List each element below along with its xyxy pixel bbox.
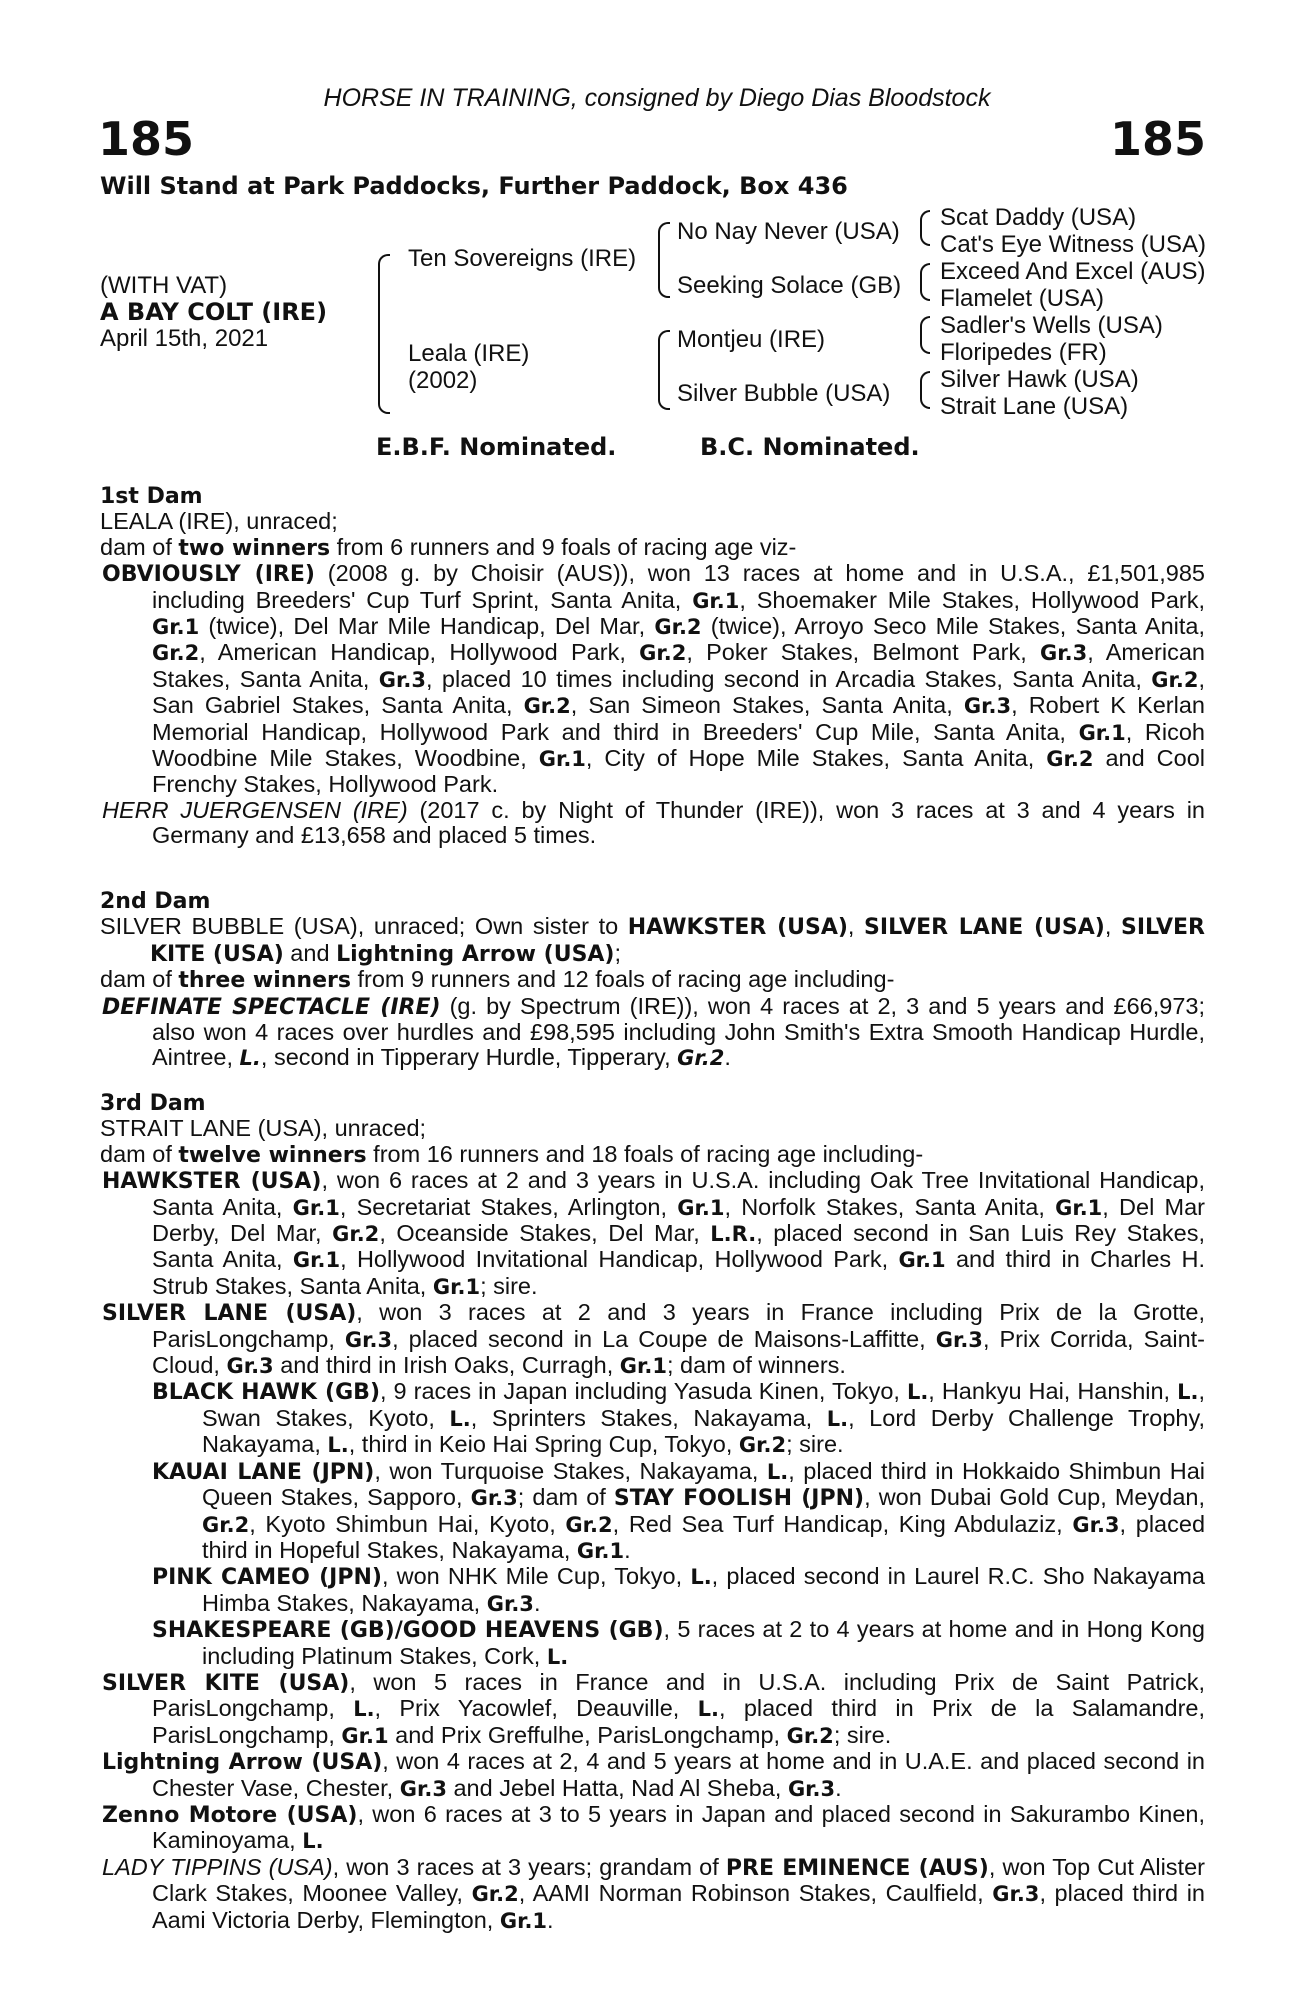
progeny-entry-nested: KAUAI LANE (JPN), won Turquoise Stakes, Nakayama, L., placed third in Hokkaido Shimbun Hai Queen Stakes, Sapporo, Gr.3; dam of STAY FOOLISH (JPN), won Dubai Gold Cup, Meydan, Gr.2, Kyoto Shimbun Hai, Kyoto, Gr.2, Red Sea Turf Handicap, King Abdulaziz, Gr.3, placed third in Hopeful Stakes, Nakayama, Gr.1.: [152, 1457, 1206, 1563]
progeny-entry: OBVIOUSLY (IRE) (2008 g. by Choisir (AUS)), won 13 races at home and in U.S.A., £1,501,985 including Breeders' Cup Turf Sprint, Santa Anita, Gr.1, Shoemaker Mile Stakes, Hollywood Park, Gr.1 (twice), Del Mar Mile Handicap, Del Mar, Gr.2 (twice), Arroyo Seco Mile Stakes, Santa Anita, Gr.2, American Handicap, Hollywood Park, Gr.2, Poker Stakes, Belmont Park, Gr.3, American Stakes, Santa Anita, Gr.3, placed 10 times including second in Arcadia Stakes, Santa Anita, Gr.2, San Gabriel Stakes, Santa Anita, Gr.2, San Simeon Stakes, Santa Anita, Gr.3, Robert K Kerlan Memorial Handicap, Hollywood Park and third in Breeders' Cup Mile, Santa Anita, Gr.1, Ricoh Woodbine Mile Stakes, Woodbine, Gr.1, City of Hope Mile Stakes, Santa Anita, Gr.2 and Cool Frenchy Stakes, Hollywood Park.: [102, 560, 1205, 798]
progeny-entry: Lightning Arrow (USA), won 4 races at 2, 4 and 5 years at home and in U.A.E. and placed second in Chester Vase, Chester, Gr.3 and Jebel Hatta, Nad Al Sheba, Gr.3.: [102, 1748, 1205, 1801]
progeny-entry-nested: SHAKESPEARE (GB)/GOOD HEAVENS (GB), 5 races at 2 to 4 years at home and in Hong Kong including Platinum Stakes, Cork, L.: [152, 1616, 1206, 1669]
pedigree-gg: Floripedes (FR): [940, 339, 1107, 366]
bc-nominated: B.C. Nominated.: [700, 433, 920, 461]
pedigree-dam: Leala (IRE): [408, 340, 530, 367]
progeny-entry: Zenno Motore (USA), won 6 races at 3 to 5 years in Japan and placed second in Sakurambo Kinen, Kaminoyama, L.: [102, 1800, 1206, 1854]
pedigree-brace-main: [378, 254, 390, 414]
pedigree-gg: Exceed And Excel (AUS): [940, 258, 1206, 285]
pedigree-dam-dam: Silver Bubble (USA): [677, 380, 891, 407]
pedigree-dam-year: (2002): [408, 367, 478, 394]
dam-line: STRAIT LANE (USA), unraced;: [100, 1115, 427, 1142]
third-dam-section: [100, 1091, 1205, 1934]
progeny-entry: SILVER LANE (USA), won 3 races at 2 and 3 years in France including Prix de la Grotte, ParisLongchamp, Gr.3, placed second in La Coupe de Maisons-Laffitte, Gr.3, Prix Corrida, Saint-Cloud, Gr.3 and third in Irish Oaks, Curragh, Gr.1; dam of winners.: [102, 1299, 1205, 1379]
horse-name: A BAY COLT (IRE): [100, 298, 328, 326]
progeny-entry: DEFINATE SPECTACLE (IRE) (g. by Spectrum (IRE)), won 4 races at 2, 3 and 5 years and £66,973; also won 4 races over hurdles and £98,595 including John Smith's Extra Smooth Handicap Hurdle, Aintree, L., second in Tipperary Hurdle, Tipperary, Gr.2.: [102, 992, 1205, 1071]
first-dam-section: [100, 484, 1205, 849]
pedigree-gg: Silver Hawk (USA): [940, 366, 1139, 393]
dam-produce-line: dam of twelve winners from 16 runners and 18 foals of racing age including-: [100, 1140, 924, 1168]
lot-number-right: 185: [1109, 112, 1206, 166]
pedigree-gg: Cat's Eye Witness (USA): [940, 231, 1206, 258]
pedigree-dam-sire: Montjeu (IRE): [677, 326, 826, 353]
pedigree-gg: Scat Daddy (USA): [940, 204, 1137, 231]
dam-produce-line: dam of three winners from 9 runners and 12 foals of racing age including-: [100, 966, 895, 994]
dam-line: LEALA (IRE), unraced;: [100, 508, 338, 535]
progeny-entry-nested: BLACK HAWK (GB), 9 races in Japan including Yasuda Kinen, Tokyo, L., Hankyu Hai, Hanshin, L., Swan Stakes, Kyoto, L., Sprinters Stakes, Nakayama, L., Lord Derby Challenge Trophy, Nakayama, L., third in Keio Hai Spring Cup, Tokyo, Gr.2; sire.: [152, 1378, 1205, 1458]
ebf-nominated: E.B.F. Nominated.: [376, 433, 617, 461]
pedigree-brace-gg1: [920, 210, 930, 246]
pedigree-brace-gg2: [920, 263, 930, 301]
pedigree-sire-dam: Seeking Solace (GB): [677, 272, 902, 299]
progeny-entry: HAWKSTER (USA), won 6 races at 2 and 3 years in U.S.A. including Oak Tree Invitational Handicap, Santa Anita, Gr.1, Secretariat Stakes, Arlington, Gr.1, Norfolk Stakes, Santa Anita, Gr.1, Del Mar Derby, Del Mar, Gr.2, Oceanside Stakes, Del Mar, L.R., placed second in San Luis Rey Stakes, Santa Anita, Gr.1, Hollywood Invitational Handicap, Hollywood Park, Gr.1 and third in Charles H. Strub Stakes, Santa Anita, Gr.1; sire.: [102, 1167, 1206, 1299]
foaling-date: April 15th, 2021: [100, 325, 269, 352]
progeny-entry-nested: PINK CAMEO (JPN), won NHK Mile Cup, Tokyo, L., placed second in Laurel R.C. Sho Nakayama Himba Stakes, Nakayama, Gr.3.: [152, 1563, 1206, 1616]
pedigree-gg: Strait Lane (USA): [940, 393, 1129, 420]
progeny-entry: HERR JUERGENSEN (IRE) (2017 c. by Night of Thunder (IRE)), won 3 races at 3 and 4 years in Germany and £13,658 and placed 5 times.: [102, 796, 1205, 849]
pedigree-sire: Ten Sovereigns (IRE): [408, 245, 637, 272]
pedigree-brace-gg4: [920, 371, 930, 409]
pedigree-brace-dam: [658, 330, 670, 410]
second-dam-section: [100, 889, 1205, 1072]
section-heading: 2nd Dam: [100, 889, 211, 914]
pedigree-brace-sire: [658, 222, 670, 298]
pedigree-gg: Flamelet (USA): [940, 285, 1105, 312]
pedigree-brace-gg3: [920, 316, 930, 354]
vat-note: (WITH VAT): [100, 272, 228, 299]
consignment-header: HORSE IN TRAINING, consigned by Diego Dias Bloodstock: [323, 84, 991, 112]
dam-produce-line: dam of two winners from 6 runners and 9 foals of racing age viz-: [100, 533, 797, 561]
section-heading: 1st Dam: [100, 484, 203, 509]
pedigree-gg: Sadler's Wells (USA): [940, 312, 1163, 339]
section-heading: 3rd Dam: [100, 1091, 206, 1116]
stand-location: Will Stand at Park Paddocks, Further Paddock, Box 436: [100, 172, 848, 200]
lot-number-left: 185: [98, 112, 195, 166]
dam-line: SILVER BUBBLE (USA), unraced; Own sister to HAWKSTER (USA), SILVER LANE (USA), SILVER KITE (USA) and Lightning Arrow (USA);: [100, 913, 1205, 967]
pedigree-sire-sire: No Nay Never (USA): [677, 218, 900, 245]
progeny-entry: LADY TIPPINS (USA), won 3 races at 3 years; grandam of PRE EMINENCE (AUS), won Top Cut Alister Clark Stakes, Moonee Valley, Gr.2, AAMI Norman Robinson Stakes, Caulfield, Gr.3, placed third in Aami Victoria Derby, Flemington, Gr.1.: [102, 1853, 1206, 1933]
progeny-entry: SILVER KITE (USA), won 5 races in France and in U.S.A. including Prix de Saint Patrick, ParisLongchamp, L., Prix Yacowlef, Deauville, L., placed third in Prix de la Salamandre, ParisLongchamp, Gr.1 and Prix Greffulhe, ParisLongchamp, Gr.2; sire.: [102, 1668, 1206, 1748]
